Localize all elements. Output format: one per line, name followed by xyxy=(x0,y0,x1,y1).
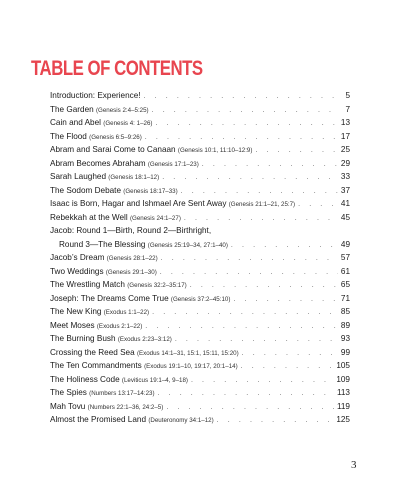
entry-reference: (Genesis 32:2–35:17) xyxy=(127,282,187,289)
dot-leader xyxy=(202,158,338,172)
dot-leader xyxy=(152,306,338,320)
toc-entry-label xyxy=(50,184,178,199)
toc-entry xyxy=(50,143,350,157)
toc-entry-label xyxy=(50,143,252,158)
entry-reference: (Genesis 4: 1–26) xyxy=(103,120,153,127)
entry-title: The Holiness Code xyxy=(50,374,120,384)
toc-entry xyxy=(50,386,350,400)
dot-leader xyxy=(162,171,338,185)
entry-title: Mah Tovu xyxy=(50,401,86,411)
entry-reference: (Exodus 2:23–3:12) xyxy=(117,336,172,343)
toc-entry-label xyxy=(50,170,159,185)
dot-leader xyxy=(184,212,338,226)
toc-entry xyxy=(50,184,350,198)
toc-entry-label xyxy=(59,238,228,253)
dot-leader xyxy=(233,293,337,307)
toc-entry xyxy=(50,89,350,103)
entry-page-number: 61 xyxy=(340,266,350,276)
toc-entry-label xyxy=(50,224,211,238)
entry-reference: (Genesis 25:19–34, 27:1–40) xyxy=(147,241,228,249)
entry-title: Meet Moses xyxy=(50,320,95,330)
entry-title: Joseph: The Dreams Come True xyxy=(50,293,169,303)
entry-title: The Flood xyxy=(50,131,87,141)
dot-leader xyxy=(190,279,338,293)
toc-entry xyxy=(50,373,350,387)
entry-title: Jacob: Round 1—Birth, Round 2—Birthright, xyxy=(50,226,212,235)
entry-title: Abram Becomes Abraham xyxy=(50,158,146,168)
dot-leader xyxy=(145,320,338,334)
toc-entry-continuation xyxy=(50,238,350,252)
entry-page-number: 41 xyxy=(340,199,350,208)
entry-page-number: 29 xyxy=(340,158,350,168)
entry-reference: (Genesis 24:1–27) xyxy=(129,214,181,222)
toc-entry xyxy=(50,346,350,360)
toc-entry xyxy=(50,170,350,184)
dot-leader xyxy=(231,239,338,253)
toc-entry-label xyxy=(50,400,163,415)
entry-title: Jacob’s Dream xyxy=(50,253,105,262)
entry-reference: (Numbers 22:1–36, 24:2–5) xyxy=(87,403,164,411)
toc-entry-label xyxy=(50,211,181,226)
entry-reference: (Genesis 28:1–22) xyxy=(106,255,158,262)
toc-entry xyxy=(50,211,350,225)
dot-leader xyxy=(161,252,338,266)
entry-reference: (Genesis 37:2–45:10) xyxy=(170,295,231,303)
entry-page-number: 5 xyxy=(345,91,350,100)
entry-title: The New King xyxy=(50,307,102,316)
toc-entry-label xyxy=(50,157,199,172)
entry-title: Rebekkah at the Well xyxy=(50,212,128,222)
dot-leader xyxy=(152,104,339,118)
toc-entry xyxy=(50,251,350,265)
entry-title: The Wrestling Match xyxy=(50,280,125,289)
entry-page-number: 71 xyxy=(340,293,350,303)
toc-entry xyxy=(50,292,350,306)
toc-entry-label xyxy=(50,373,188,388)
entry-page-number: 33 xyxy=(340,172,350,181)
dot-leader xyxy=(298,198,338,212)
entry-reference: (Genesis 18:17–33) xyxy=(123,187,178,195)
toc-entry xyxy=(50,319,350,333)
dot-leader xyxy=(255,144,337,158)
entry-page-number: 25 xyxy=(340,145,350,154)
toc-entry xyxy=(50,103,350,117)
entry-title: Cain and Abel xyxy=(50,118,101,127)
dot-leader xyxy=(181,185,338,199)
toc-entry xyxy=(50,332,350,346)
entry-page-number: 85 xyxy=(340,307,350,316)
entry-page-number: 49 xyxy=(340,239,350,249)
entry-reference: (Leviticus 19:1–4, 9–18) xyxy=(121,376,188,384)
entry-title: The Spies xyxy=(50,388,87,397)
entry-page-number: 7 xyxy=(345,104,350,114)
entry-reference: (Genesis 18:1–12) xyxy=(108,174,160,181)
entry-title: The Ten Commandments xyxy=(50,361,142,370)
entry-page-number: 13 xyxy=(340,118,350,127)
entry-title: Abram and Sarai Come to Canaan xyxy=(50,145,176,154)
entry-title: Introduction: Experience! xyxy=(50,91,141,100)
entry-reference: (Genesis 21:1–21, 25:7) xyxy=(228,201,296,208)
entry-title: Two Weddings xyxy=(50,266,104,276)
entry-page-number: 93 xyxy=(340,334,350,343)
toc-entry xyxy=(50,157,350,171)
toc-entry-label xyxy=(50,346,239,361)
toc-entry xyxy=(50,197,350,211)
entry-title: Round 3—The Blessing xyxy=(59,239,146,249)
entry-reference: (Exodus 14:1–31, 15:1, 15:11, 15:20) xyxy=(136,349,239,357)
dot-leader xyxy=(145,131,338,145)
toc-entry-label xyxy=(50,305,149,320)
dot-leader xyxy=(158,387,334,401)
toc-entry-label xyxy=(50,319,142,334)
entry-page-number: 125 xyxy=(336,415,350,424)
entry-page-number: 57 xyxy=(340,253,350,262)
entry-page-number: 113 xyxy=(336,388,350,397)
entry-page-number: 119 xyxy=(336,401,350,411)
toc-title: TABLE OF CONTENTS xyxy=(31,57,203,80)
entry-reference: (Exodus 19:1–10, 19:17, 20:1–14) xyxy=(144,363,238,370)
entry-reference: (Genesis 17:1–23) xyxy=(147,160,199,168)
toc-entry-label xyxy=(50,332,172,347)
dot-leader xyxy=(191,374,333,388)
toc-entry-label xyxy=(50,103,149,118)
toc-entry-label xyxy=(50,413,214,428)
entry-reference: (Exodus 2:1–22) xyxy=(96,322,143,330)
entry-page-number: 99 xyxy=(340,347,350,357)
entry-reference: (Genesis 6:5–9:26) xyxy=(89,133,142,141)
page-number: 3 xyxy=(351,459,357,471)
entry-reference: (Genesis 29:1–30) xyxy=(105,268,157,276)
entry-reference: (Genesis 10:1, 11:10–12:9) xyxy=(177,147,253,154)
toc-entry xyxy=(50,116,350,130)
entry-title: Sarah Laughed xyxy=(50,172,106,181)
entry-reference: (Numbers 13:17–14:23) xyxy=(89,390,155,397)
toc-entry-label xyxy=(50,251,158,266)
toc-entry-label xyxy=(50,197,295,212)
toc-entry xyxy=(50,305,350,319)
dot-leader xyxy=(241,360,334,374)
entry-title: Almost the Promised Land xyxy=(50,415,147,424)
entry-page-number: 65 xyxy=(340,280,350,289)
entry-page-number: 17 xyxy=(340,131,350,141)
toc-entry-label xyxy=(50,359,238,374)
toc-entry-label xyxy=(50,130,142,145)
entry-reference: (Exodus 1:1–22) xyxy=(103,309,150,316)
toc-entry xyxy=(50,413,350,427)
toc-entry-label xyxy=(50,116,152,131)
toc-entry xyxy=(50,130,350,144)
entry-page-number: 105 xyxy=(336,361,350,370)
toc-entry-label xyxy=(50,265,157,280)
entry-page-number: 45 xyxy=(340,212,350,222)
dot-leader xyxy=(242,347,338,361)
dot-leader xyxy=(160,266,338,280)
toc-entry xyxy=(50,359,350,373)
dot-leader xyxy=(144,90,339,104)
entry-page-number: 37 xyxy=(340,185,350,195)
toc-entry-label xyxy=(50,278,187,293)
toc-entry-label xyxy=(50,292,230,307)
entry-page-number: 89 xyxy=(340,320,350,330)
toc-list xyxy=(50,89,350,427)
entry-title: The Sodom Debate xyxy=(50,185,122,195)
dot-leader xyxy=(155,117,337,131)
entry-reference: (Genesis 2:4–5:25) xyxy=(95,106,149,114)
toc-entry xyxy=(50,224,350,238)
toc-entry xyxy=(50,278,350,292)
dot-leader xyxy=(217,414,334,428)
entry-title: Crossing the Reed Sea xyxy=(50,347,135,357)
toc-entry-label xyxy=(50,89,141,104)
entry-title: The Garden xyxy=(50,104,94,114)
toc-entry-label xyxy=(50,386,155,401)
dot-leader xyxy=(166,401,334,415)
entry-reference: (Deuteronomy 34:1–12) xyxy=(148,417,214,424)
entry-title: Isaac is Born, Hagar and Ishmael Are Sent Away xyxy=(50,199,227,208)
entry-page-number: 109 xyxy=(336,374,350,384)
entry-title: The Burning Bush xyxy=(50,334,116,343)
dot-leader xyxy=(175,333,338,347)
toc-entry xyxy=(50,265,350,279)
toc-entry xyxy=(50,400,350,414)
